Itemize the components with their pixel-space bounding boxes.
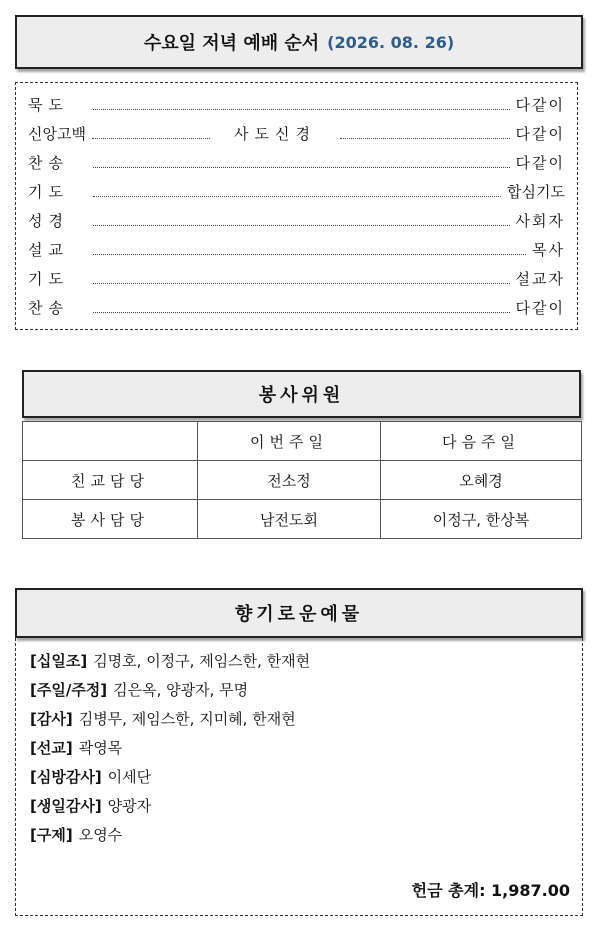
order-label: 성경: [28, 211, 69, 230]
offering-title: 향기로운예물: [15, 588, 583, 638]
worship-order: [15, 82, 578, 330]
offering-category: [선교]: [30, 739, 73, 757]
list-item: [30, 795, 151, 816]
offering-names: 양광자: [107, 797, 152, 815]
order-middle: 사도신경: [233, 124, 316, 143]
offering-total: 헌금 총계: 1,987.00: [411, 881, 570, 900]
table-cell-empty: [23, 422, 198, 461]
service-date: (2026. 08. 26): [327, 32, 455, 52]
order-value: 다같이: [515, 153, 565, 172]
table-row: [23, 422, 582, 461]
order-row: [28, 296, 565, 318]
order-label: 찬송: [28, 298, 69, 317]
order-row: [28, 238, 565, 260]
offering-category: [감사]: [30, 710, 73, 728]
this-week-cell: 전소정: [198, 461, 381, 500]
order-row: [28, 151, 565, 173]
order-label: 설교: [28, 240, 69, 259]
order-value: 다같이: [515, 95, 565, 114]
dot-leader: [93, 254, 526, 255]
order-value: 합심기도: [507, 182, 565, 201]
order-row: [28, 180, 565, 202]
order-value: 목사: [532, 240, 565, 259]
order-value: 다같이: [515, 124, 565, 143]
column-header-this-week: 이번주일: [198, 422, 381, 461]
offering-list: [15, 638, 583, 916]
order-label: 기도: [28, 269, 69, 288]
order-label: 기도: [28, 182, 69, 201]
staff-table: [22, 421, 582, 539]
dot-leader: [93, 196, 501, 197]
dot-leader: [93, 167, 510, 168]
offering-category: [구제]: [30, 826, 73, 844]
order-value: 설교자: [515, 269, 565, 288]
dot-leader: [93, 312, 510, 313]
list-item: [30, 650, 310, 671]
offering-category: [주일/주정]: [30, 681, 108, 699]
this-week-cell: 남전도회: [198, 500, 381, 539]
offering-names: 김명호, 이정구, 제임스한, 한재현: [93, 652, 311, 670]
order-row: [28, 93, 565, 115]
next-week-cell: 이정구, 한상복: [381, 500, 582, 539]
service-title: 수요일 저녁 예배 순서: [143, 33, 320, 54]
offering-names: 김병무, 제임스한, 지미혜, 한재현: [78, 710, 296, 728]
list-item: [30, 679, 248, 700]
offering-names: 이세단: [107, 768, 152, 786]
dot-leader: [93, 283, 510, 284]
order-value: 다같이: [515, 298, 565, 317]
table-row: [23, 461, 582, 500]
offering-names: 곽영목: [78, 739, 123, 757]
dot-leader: [93, 109, 510, 110]
staff-title: 봉사위원: [22, 370, 581, 418]
order-row: [28, 122, 565, 144]
dot-leader: [93, 225, 510, 226]
dot-leader: [92, 138, 210, 139]
order-label: 묵도: [28, 95, 69, 114]
role-cell: 친교담당: [23, 461, 198, 500]
order-row: [28, 209, 565, 231]
list-item: [30, 824, 122, 845]
offering-names: 오영수: [78, 826, 123, 844]
order-label: 신앙고백: [28, 124, 86, 143]
list-item: [30, 708, 296, 729]
order-row: [28, 267, 565, 289]
column-header-next-week: 다음주일: [381, 422, 582, 461]
next-week-cell: 오혜경: [381, 461, 582, 500]
list-item: [30, 737, 122, 758]
order-label: 찬송: [28, 153, 69, 172]
list-item: [30, 766, 151, 787]
offering-category: [생일감사]: [30, 797, 102, 815]
offering-category: [십일조]: [30, 652, 88, 670]
dot-leader: [340, 138, 510, 139]
table-row: [23, 500, 582, 539]
role-cell: 봉사담당: [23, 500, 198, 539]
order-value: 사회자: [515, 211, 565, 230]
offering-names: 김은옥, 양광자, 무명: [113, 681, 249, 699]
page-title: [15, 15, 583, 69]
offering-category: [심방감사]: [30, 768, 102, 786]
